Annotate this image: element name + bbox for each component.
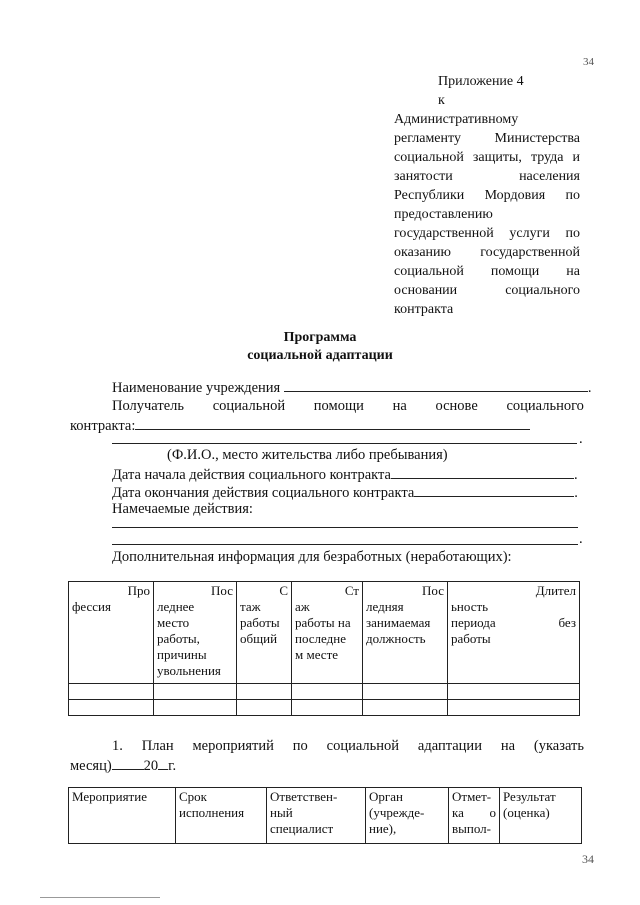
period: . [579,531,583,547]
plan-month-line: месяц) 20 г. [70,758,177,774]
appendix-line: социальной помощи на [394,264,580,279]
table-cell: Пос ледняя занимаемая должность [363,582,448,684]
unemployment-table [68,581,580,716]
appendix-line: занятости населения [394,169,580,184]
table-cell: Пос леднее место работы, причины увольнения [154,582,237,684]
table-cell: Отмет- ка о выпол- [449,788,500,844]
appendix-line: государственной услуги по [394,226,580,241]
start-date-line: Дата начала действия социального контракта . [112,467,578,483]
appendix-k: к [438,93,445,108]
table-row [69,788,582,844]
table-cell: Орган (учрежде- ние), [366,788,449,844]
blank-line [112,443,577,444]
table-cell: Срок исполнения [176,788,267,844]
period: . [579,431,583,447]
appendix-line: регламенту Министерства [394,131,580,146]
table-row [69,700,580,716]
extra-info-label: Дополнительная информация для безработных (неработающих): [112,549,512,565]
appendix-line: контракта [394,302,454,317]
table-cell: С таж работы общий [237,582,292,684]
appendix-line: оказанию государственной [394,245,580,260]
appendix-line: Республики Мордовия по [394,188,580,203]
table-cell: Длител ьность периода без работы [448,582,580,684]
page-number-top: 34 [583,56,594,68]
blank-line [112,544,578,545]
recipient-line: Получатель социальной помощи на основе социального [112,398,584,414]
table-cell: Про фессия [69,582,154,684]
table-cell: Результат (оценка) [500,788,582,844]
page-title: Программа [283,330,357,345]
appendix-line: социальной защиты, труда и [394,150,580,165]
table-row [69,582,580,684]
plan-heading: 1. План мероприятий по социальной адаптации на (указать [112,738,584,754]
planned-actions-label: Намечаемые действия: [112,501,253,517]
blank-line [112,527,578,528]
contract-line: контракта: [70,416,530,436]
end-date-line: Дата окончания действия социального контракта . [112,485,578,501]
page-number-bottom: 34 [582,852,594,866]
table-row [69,684,580,700]
appendix-line: предоставлению [394,207,493,222]
appendix-block [394,72,580,319]
page-subtitle: социальной адаптации [247,348,393,363]
scan-artifact [40,897,160,898]
plan-table [68,787,582,844]
fio-note: (Ф.И.О., место жительства либо пребывания) [167,447,448,463]
institution-line: Наименование учреждения . [112,380,592,396]
appendix-line: Административному [394,112,519,127]
appendix-title: Приложение 4 [438,74,524,89]
table-cell: Мероприятие [69,788,176,844]
table-cell: Ст аж работы на последне м месте [292,582,363,684]
table-cell: Ответствен- ный специалист [267,788,366,844]
appendix-line: основании социального [394,283,580,298]
